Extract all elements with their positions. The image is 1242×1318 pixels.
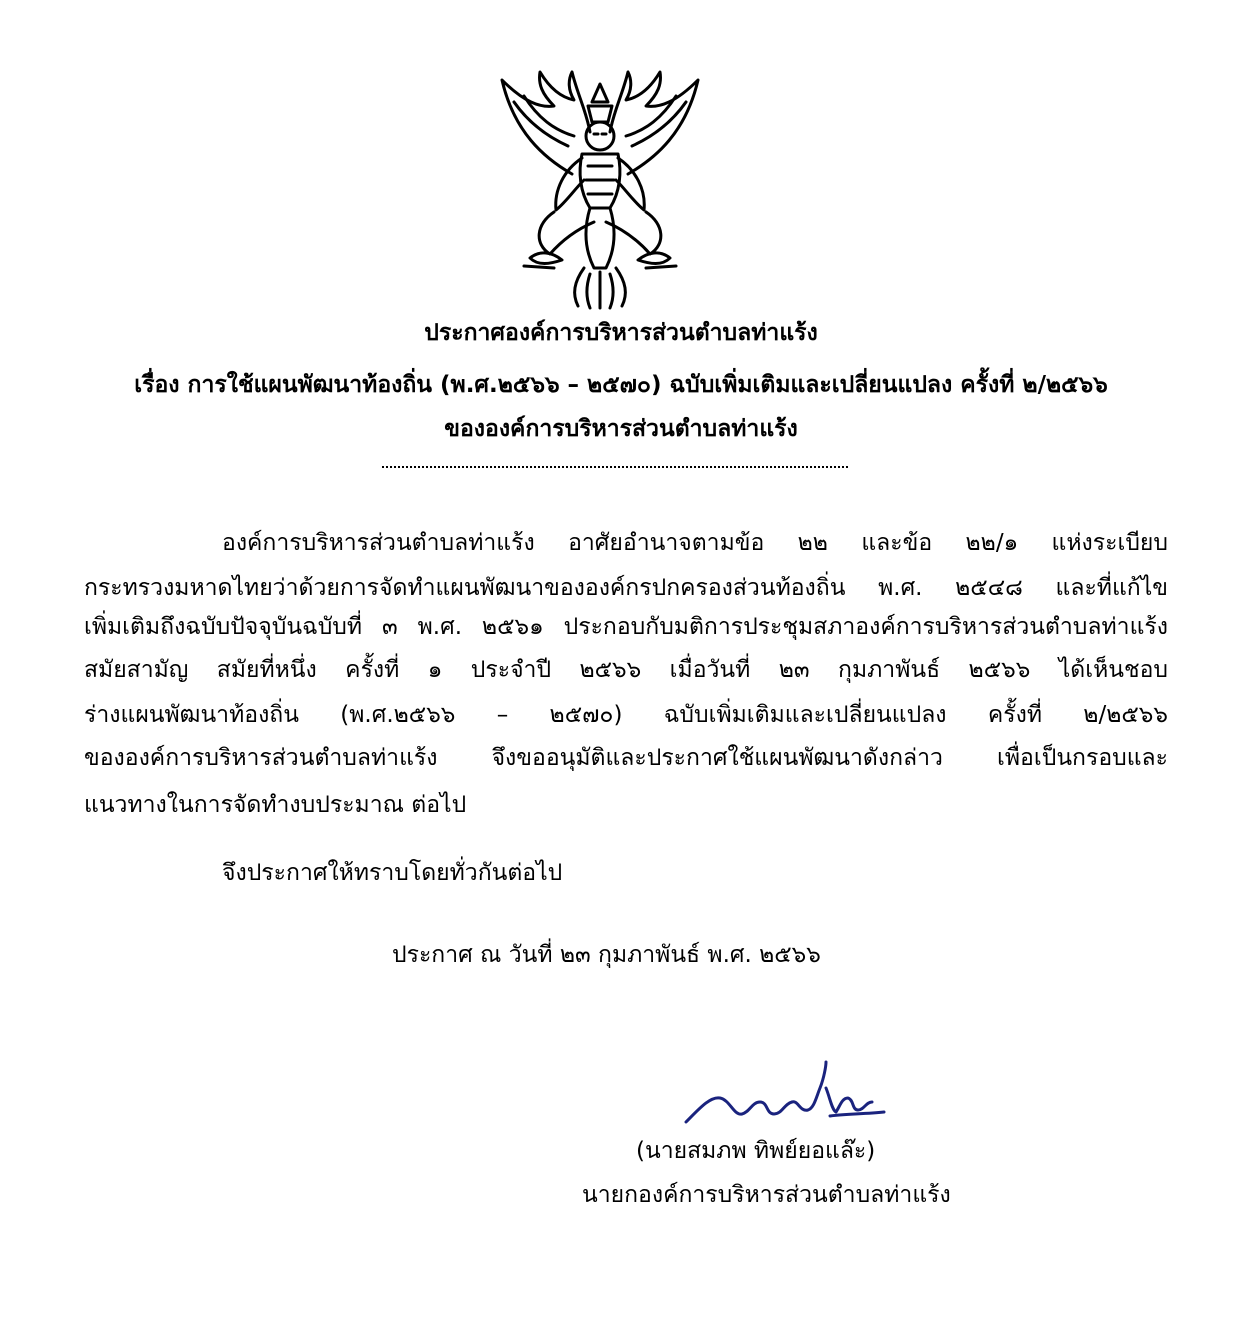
body-line-4: สมัยสามัญ สมัยที่หนึ่ง ครั้งที่ ๑ ประจำปี ๒๕๖๖ เมื่อวันที่ ๒๓ กุมภาพันธ์ ๒๕๖๖ ได้เห็นชอบ (84, 657, 1168, 683)
body-line-3: เพิ่มเติมถึงฉบับปัจจุบันฉบับที่ ๓ พ.ศ. ๒๕๖๑ ประกอบกับมติการประชุมสภาองค์การบริหารส่วนตำบลท่าแร้ง (84, 614, 1168, 640)
announcement-subject: เรื่อง การใช้แผนพัฒนาท้องถิ่น (พ.ศ.๒๕๖๖ – ๒๕๗๐) ฉบับเพิ่มเติมและเปลี่ยนแปลง ครั้งที่ ๒/๒๕๖๖ (134, 372, 1108, 398)
body-line-1: องค์การบริหารส่วนตำบลท่าแร้ง อาศัยอำนาจตามข้อ ๒๒ และข้อ ๒๒/๑ แห่งระเบียบ (222, 530, 1168, 556)
body-line-7: แนวทางในการจัดทำงบประมาณ ต่อไป (84, 792, 467, 818)
handwritten-signature-icon (680, 1058, 890, 1130)
body-line-6: ขององค์การบริหารส่วนตำบลท่าแร้ง จึงขออนุมัติและประกาศใช้แผนพัฒนาดังกล่าว เพื่อเป็นกรอบและ (84, 745, 1168, 771)
dotted-separator (382, 466, 848, 468)
body-line-2: กระทรวงมหาดไทยว่าด้วยการจัดทำแผนพัฒนาขององค์กรปกครองส่วนท้องถิ่น พ.ศ. ๒๕๔๘ และที่แก้ไข (84, 575, 1168, 601)
signatory-name: (นายสมภพ ทิพย์ยอแล๊ะ) (636, 1138, 876, 1164)
announcement-issuer: ขององค์การบริหารส่วนตำบลท่าแร้ง (444, 416, 798, 442)
garuda-emblem-icon (494, 62, 706, 310)
announcement-title: ประกาศองค์การบริหารส่วนตำบลท่าแร้ง (424, 320, 818, 346)
announcement-date: ประกาศ ณ วันที่ ๒๓ กุมภาพันธ์ พ.ศ. ๒๕๖๖ (392, 942, 821, 968)
closing-text: จึงประกาศให้ทราบโดยทั่วกันต่อไป (222, 860, 563, 886)
signatory-title: นายกองค์การบริหารส่วนตำบลท่าแร้ง (582, 1182, 951, 1208)
body-line-5: ร่างแผนพัฒนาท้องถิ่น (พ.ศ.๒๕๖๖ – ๒๕๗๐) ฉบับเพิ่มเติมและเปลี่ยนแปลง ครั้งที่ ๒/๒๕๖๖ (84, 702, 1168, 728)
